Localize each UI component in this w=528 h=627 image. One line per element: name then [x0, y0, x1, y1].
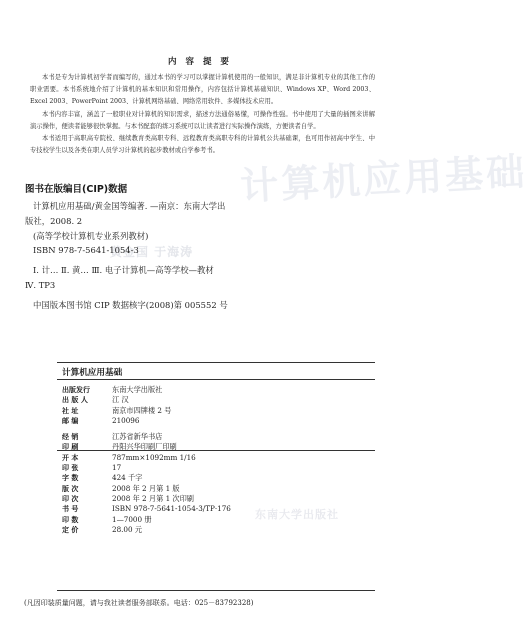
info-value: 28.00 元 [112, 524, 143, 534]
info-key: 经 销 [62, 433, 79, 442]
top-rule [57, 362, 375, 363]
info-value: 17 [112, 463, 122, 473]
abstract-body [30, 72, 375, 157]
watermark-editor: 黄金国 于海涛 [110, 245, 194, 259]
info-row [62, 406, 362, 416]
info-key: 印 刷 [62, 443, 79, 452]
info-key: 印 次 [62, 494, 79, 503]
info-row [62, 432, 362, 442]
info-row [62, 504, 362, 514]
info-key: 定 价 [62, 525, 79, 534]
cip-line: 版社，2008. 2 [25, 215, 83, 226]
info-divider [57, 450, 375, 451]
info-value: 东南大学出版社 [112, 385, 163, 394]
info-key: 出版发行 [62, 386, 90, 394]
book-title: 计算机应用基础 [62, 368, 123, 378]
info-row [62, 494, 362, 504]
info-value: 2008 年 2 月第 1 版 [112, 483, 180, 493]
bottom-rule [57, 590, 375, 591]
title-rule [57, 379, 375, 380]
info-value: 787mm×1092mm 1/16 [112, 452, 196, 462]
info-key: 开 本 [62, 453, 79, 462]
abstract-title: 内 容 提 要 [168, 57, 232, 67]
info-row [62, 453, 362, 463]
info-key: 印 数 [62, 515, 79, 524]
info-row [62, 473, 362, 483]
cip-heading: 图书在版编目(CIP)数据 [25, 184, 128, 195]
info-value: 210096 [112, 415, 140, 425]
abstract-paragraph: 本书适用于高职高专院校、继续教育类高职专科、远程教育类高职专科的计算机公共基础课，也可用作初高中学生、中专技校学生以及各类在职人员学习计算机的起步教材或自学参考书。 [30, 135, 375, 155]
info-key: 印 张 [62, 464, 79, 473]
quality-notice: (凡因印装质量问题，请与我社读者服务部联系。电话：025－83792328) [24, 599, 254, 607]
info-row [62, 385, 362, 395]
info-value: 丹阳兴华印刷厂印刷 [112, 442, 177, 452]
cip-line: Ⅳ. TP3 [25, 279, 56, 290]
info-value: ISBN 978-7-5641-1054-3/TP·176 [112, 504, 231, 514]
cip-line: (高等学校计算机专业系列教材) [33, 230, 149, 241]
info-row [62, 515, 362, 525]
info-key: 邮 编 [62, 416, 79, 425]
info-row [62, 442, 362, 452]
info-value: 江苏省新华书店 [112, 432, 163, 442]
info-row [62, 463, 362, 473]
info-value: 1—7000 册 [112, 514, 152, 524]
info-key: 书 号 [62, 505, 79, 514]
cip-line: ISBN 978-7-5641-1054-3 [33, 245, 139, 256]
watermark-title: 计算机应用基础 [239, 149, 528, 209]
info-key: 社 址 [62, 406, 79, 415]
abstract-paragraph: 本书内容丰富，涵盖了一般职业对计算机的知识需求，描述方法通俗易懂，可操作性强。书中使用了大量的插图来讲解演示操作，便读者能够很快掌握。与本书配套的练习系统可以让读者进行实际操作演练，方便读者自学。 [30, 110, 375, 130]
info-row [62, 395, 362, 405]
info-value: 424 千字 [112, 473, 143, 483]
watermark-publisher: 东南大学出版社 [255, 508, 339, 521]
info-row [62, 416, 362, 426]
info-key: 字 数 [62, 474, 79, 483]
info-row [62, 525, 362, 535]
abstract-paragraph: 本书是专为计算机初学者而编写的，通过本书的学习可以掌握计算机使用的一般知识，满足非计算机专业的其他工作的职业需要。本书系统地介绍了计算机的基本知识和常用操作，内容包括计算机基础知识、Windows XP、Word 2003、Excel 2003、PowerPoint 2003、计算机网络基础、网络常用软件、多媒体技术应用。 [30, 74, 375, 106]
cip-line: 计算机应用基础/黄金国等编著. —南京：东南大学出 [33, 201, 226, 211]
info-key: 出 版 人 [62, 396, 88, 405]
cip-line: 中国版本图书馆 CIP 数据核字(2008)第 005552 号 [33, 299, 228, 310]
info-value: 2008 年 2 月第 1 次印刷 [112, 493, 194, 503]
cip-line: Ⅰ. 计… Ⅱ. 黄… Ⅲ. 电子计算机—高等学校—教材 [33, 265, 214, 276]
publication-info [62, 385, 362, 535]
info-key: 版 次 [62, 484, 79, 493]
cip-block [25, 199, 375, 313]
info-row [62, 484, 362, 494]
info-value: 南京市四牌楼 2 号 [112, 405, 172, 415]
info-value: 江 汉 [112, 395, 129, 405]
